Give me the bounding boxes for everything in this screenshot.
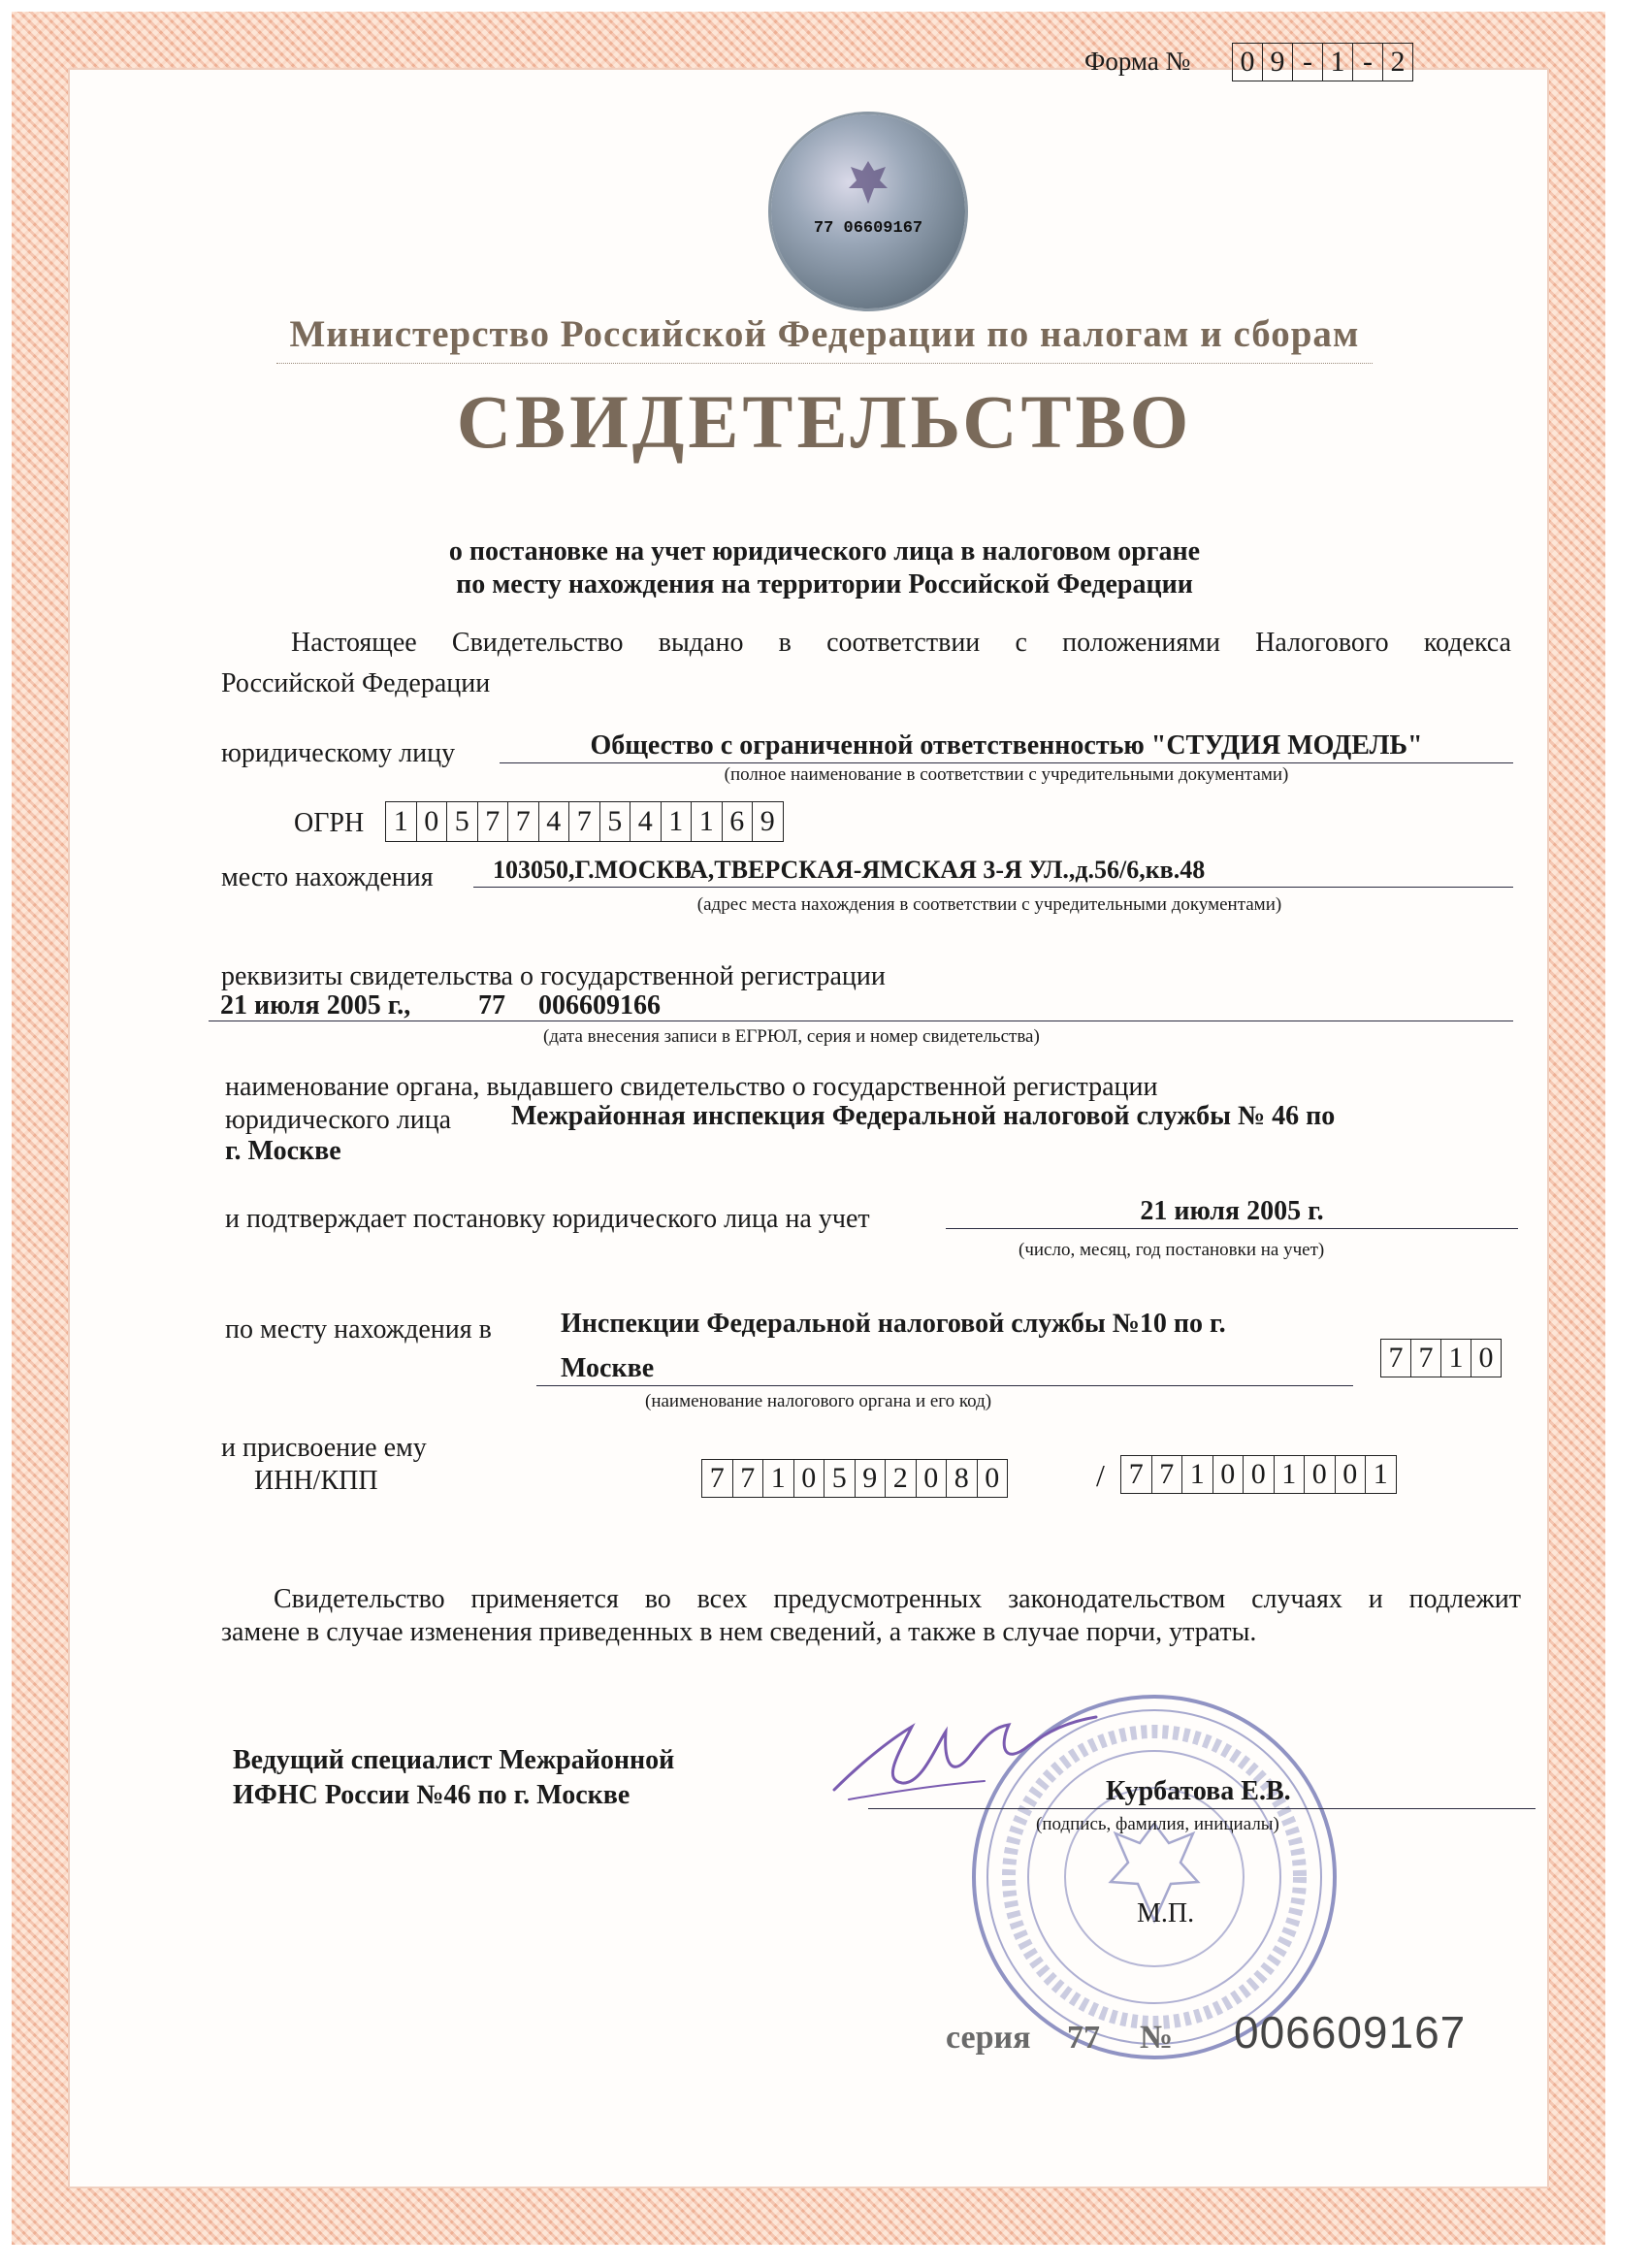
location-value: 103050,Г.МОСКВА,ТВЕРСКАЯ-ЯМСКАЯ 3-Я УЛ.,д.56/6,кв.48 <box>473 854 1513 888</box>
series-label: серия <box>946 2020 1031 2056</box>
ministry-name: Министерство Российской Федерации по налогам и сборам <box>289 313 1360 355</box>
eagle-icon <box>839 153 897 211</box>
digit-cell: 7 <box>1381 1340 1411 1377</box>
issuer-label-line-2: юридического лица <box>225 1105 452 1135</box>
digit-cell: 5 <box>600 802 631 841</box>
digit-cell: 7 <box>569 802 600 841</box>
confirm-date: 21 июля 2005 г. <box>946 1195 1518 1229</box>
digit-cell: 7 <box>478 802 509 841</box>
inn-boxes <box>701 1459 1008 1498</box>
digit-cell: 7 <box>508 802 539 841</box>
digit-cell: 1 <box>1323 44 1353 81</box>
ogrn-label: ОГРН <box>294 808 365 838</box>
tax-office-code-boxes <box>1380 1339 1502 1377</box>
intro-line-2: Российской Федерации <box>221 668 491 698</box>
digit-cell: 5 <box>447 802 478 841</box>
note-line-1: Свидетельство применяется во всех предусмотренных законодательством случаях и подлежит <box>274 1584 1521 1614</box>
digit-cell: 2 <box>1390 46 1406 78</box>
registration-series: 77 <box>478 990 505 1021</box>
ministry-underline <box>276 363 1373 364</box>
digit-cell: 1 <box>763 1460 794 1497</box>
signer-position-line-2: ИФНС России №46 по г. Москве <box>233 1780 630 1810</box>
issuer-value-line-2: г. Москве <box>225 1136 341 1166</box>
digit-cell: 0 <box>417 802 448 841</box>
digit-cell: - <box>1353 44 1383 81</box>
tax-office-label: по месту нахождения в <box>225 1314 492 1345</box>
digit-cell: 0 <box>1244 1456 1275 1493</box>
subtitle-line-2: по месту нахождения на территории Российской Федерации <box>456 569 1193 599</box>
digit-cell: 1 <box>692 802 723 841</box>
digit-cell: 7 <box>702 1460 733 1497</box>
entity-label: юридическому лицу <box>221 738 456 768</box>
digit-cell: 1 <box>1373 1458 1388 1490</box>
signer-name: Курбатова Е.В. <box>1106 1776 1291 1806</box>
confirm-label: и подтверждает постановку юридического лица на учет <box>225 1204 870 1234</box>
intro-line-1: Настоящее Свидетельство выдано в соответствии с положениями Налогового кодекса <box>291 628 1511 658</box>
digit-cell: 4 <box>630 802 662 841</box>
tax-office-value-line-2: Москве <box>561 1353 655 1383</box>
digit-cell: 0 <box>917 1460 948 1497</box>
digit-cell: 0 <box>1478 1342 1494 1374</box>
registration-label: реквизиты свидетельства о государственной регистрации <box>221 961 886 991</box>
form-number-boxes <box>1232 43 1413 81</box>
seal-place-mark: М.П. <box>1137 1898 1195 1928</box>
digit-cell: 1 <box>386 802 417 841</box>
signer-position-line-1: Ведущий специалист Межрайонной <box>233 1745 675 1775</box>
issuer-value-line-1: Межрайонная инспекция Федеральной налоговой службы № 46 по <box>511 1101 1336 1131</box>
series-number: 006609167 <box>1234 2007 1467 2057</box>
digit-cell: - <box>1293 44 1323 81</box>
digit-cell: 9 <box>856 1460 887 1497</box>
registration-caption: (дата внесения записи в ЕГРЮЛ, серия и номер свидетельства) <box>543 1026 1040 1047</box>
subtitle-line-1: о постановке на учет юридического лица в налоговом органе <box>448 536 1201 567</box>
digit-cell: 0 <box>985 1462 1000 1494</box>
digit-cell: 6 <box>723 802 754 841</box>
series-no-label: № <box>1140 2020 1174 2056</box>
digit-cell: 1 <box>662 802 693 841</box>
series-value: 77 <box>1067 2020 1100 2056</box>
inn-kpp-separator: / <box>1096 1458 1105 1493</box>
registration-date: 21 июля 2005 г., <box>220 990 411 1021</box>
digit-cell: 7 <box>733 1460 764 1497</box>
form-label: Форма № <box>1084 47 1191 76</box>
hologram-number: 77 06609167 <box>813 219 923 238</box>
tax-office-caption: (наименование налогового органа и его код) <box>645 1391 992 1411</box>
digit-cell: 4 <box>539 802 570 841</box>
signature-caption: (подпись, фамилия, инициалы) <box>1036 1814 1279 1834</box>
digit-cell: 7 <box>1411 1340 1441 1377</box>
digit-cell: 9 <box>760 805 775 837</box>
entity-caption: (полное наименование в соответствии с учредительными документами) <box>724 764 1289 785</box>
tax-office-underline <box>536 1385 1353 1386</box>
inn-label-line-1: и присвоение ему <box>221 1433 427 1463</box>
digit-cell: 0 <box>794 1460 825 1497</box>
ogrn-boxes <box>385 801 784 842</box>
digit-cell: 0 <box>1233 44 1263 81</box>
digit-cell: 1 <box>1182 1456 1213 1493</box>
digit-cell: 9 <box>1263 44 1293 81</box>
hologram-seal <box>771 114 965 308</box>
location-caption: (адрес места нахождения в соответствии с учредительными документами) <box>696 894 1282 915</box>
entity-name: Общество с ограниченной ответственностью "СТУДИЯ МОДЕЛЬ" <box>500 729 1513 763</box>
digit-cell: 0 <box>1305 1456 1336 1493</box>
signature-line <box>868 1808 1536 1809</box>
tax-office-value-line-1: Инспекции Федеральной налоговой службы №10 по г. <box>561 1309 1226 1339</box>
handwritten-signature <box>829 1688 1101 1824</box>
digit-cell: 1 <box>1275 1456 1306 1493</box>
digit-cell: 8 <box>947 1460 978 1497</box>
note-line-2: замене в случае изменения приведенных в нем сведений, а также в случае порчи, утраты. <box>221 1617 1257 1647</box>
location-label: место нахождения <box>221 862 434 892</box>
digit-cell: 7 <box>1121 1456 1152 1493</box>
digit-cell: 5 <box>824 1460 856 1497</box>
registration-number: 006609166 <box>538 990 661 1021</box>
inn-label-line-2: ИНН/КПП <box>254 1466 378 1496</box>
digit-cell: 7 <box>1152 1456 1183 1493</box>
digit-cell: 1 <box>1441 1340 1471 1377</box>
issuer-label-line-1: наименование органа, выдавшего свидетельство о государственной регистрации <box>225 1072 1158 1102</box>
document-title: СВИДЕТЕЛЬСТВО <box>456 379 1193 464</box>
confirm-caption: (число, месяц, год постановки на учет) <box>1018 1240 1325 1260</box>
digit-cell: 2 <box>886 1460 917 1497</box>
registration-line <box>209 989 1513 1021</box>
digit-cell: 0 <box>1213 1456 1245 1493</box>
digit-cell: 0 <box>1336 1456 1367 1493</box>
kpp-boxes <box>1120 1455 1397 1494</box>
